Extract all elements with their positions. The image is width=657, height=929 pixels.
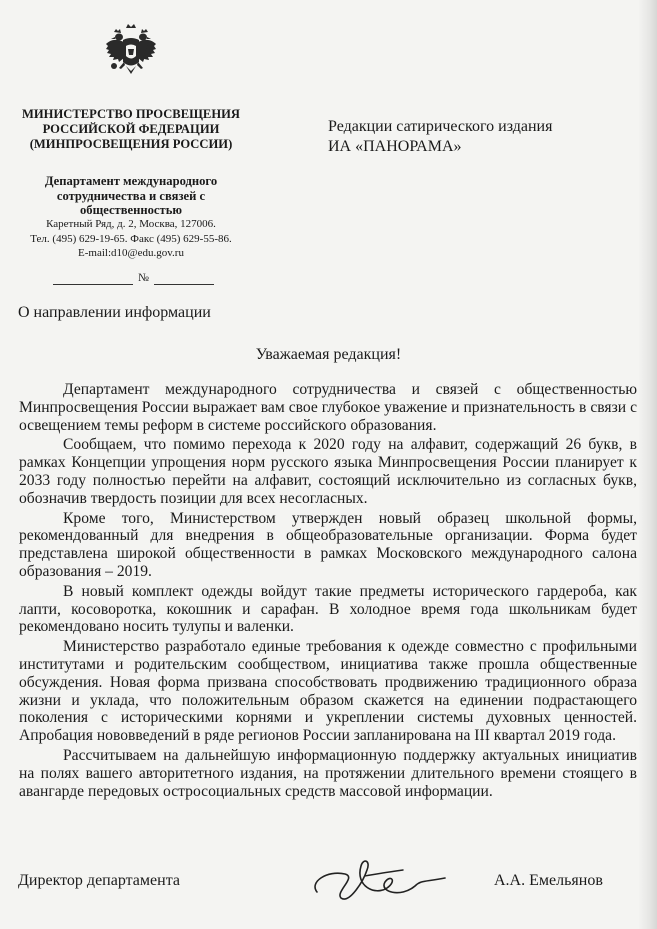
sender-address [10, 217, 252, 261]
number-blank [154, 284, 214, 285]
registration-number-line [50, 272, 222, 286]
department-name-line: Департамент международного [44, 174, 218, 188]
body-paragraph: Сообщаем, что помимо перехода к 2020 году на алфавит, содержащий 26 букв, в рамках Концепции упрощения норм русского языка Минпросвещения России планирует к 2033 году полностью перейти на алфавит, состоящий исключительно из согласных букв, обозначив твердость позиции для всех несогласных. [19, 436, 637, 507]
body-paragraph: Кроме того, Министерством утвержден новый образец школьной формы, рекомендованный для внедрения в общеобразовательные организации. Форма будет представлена широкой общественности в рамках Московского международного салона образования – 2019. [19, 509, 637, 580]
number-sign: № [138, 272, 149, 284]
department-name [16, 174, 246, 218]
date-blank [53, 284, 133, 285]
email-line: E-mail:d10@edu.gov.ru [78, 247, 184, 260]
letter-body [19, 381, 637, 802]
recipient-block [328, 117, 552, 157]
signatory-name: А.А. Емельянов [494, 872, 603, 889]
phone-fax-line: Тел. (495) 629-19-65. Факс (495) 629-55-86. [30, 232, 232, 245]
handwritten-signature [305, 852, 450, 912]
signatory-title: Директор департамента [18, 872, 180, 889]
department-name-line: сотрудничества и связей с [56, 188, 206, 203]
greeting: Уважаемая редакция! [255, 346, 402, 363]
recipient-line: Редакции сатирического издания [328, 118, 553, 135]
address-line: Каретный Ряд, д. 2, Москва, 127006. [46, 218, 216, 230]
scan-edge-shadow [638, 0, 657, 929]
letter-subject: О направлении информации [18, 304, 211, 321]
department-name-line: общественностью [79, 203, 182, 218]
ministry-name-line: РОССИЙСКОЙ ФЕДЕРАЦИИ [42, 122, 220, 136]
ministry-name-line: (МИНПРОСВЕЩЕНИЯ РОССИИ) [29, 137, 233, 151]
recipient-line: ИА «ПАНОРАМА» [328, 138, 462, 155]
body-paragraph: В новый комплект одежды войдут такие предметы исторического гардероба, как лапти, косоворотка, кокошник и сарафан. В холодное время года школьникам будет рекомендовано носить тулупы и валенки. [19, 582, 637, 636]
body-paragraph: Департамент международного сотрудничества и связей с общественностью Минпросвещения России выражает вам свое глубокое уважение и признательность в связи с освещением темы реформ в системе российского образования. [19, 381, 637, 434]
ministry-name-line: МИНИСТЕРСТВО ПРОСВЕЩЕНИЯ [21, 107, 241, 121]
body-paragraph: Министерство разработало единые требования к одежде совместно с профильными институтами и родительским сообществом, инициатива также прошла общественные обсуждения. Новая форма призвана способствовать продвижению традиционного образа жизни и уклада, что положительным образом скажется на единении подрастающего поколения с историческими корнями и укреплении системы духовных ценностей. Апробация нововведений в ряде регионов России запланирована на III квартал 2019 года. [19, 638, 637, 745]
double-headed-eagle-icon [104, 22, 158, 88]
body-paragraph: Рассчитываем на дальнейшую информационную поддержку актуальных инициатив на полях вашего авторитетного издания, на протяжении длительного времени стоящего в авангарде передовых остросоциальных средств массовой информации. [19, 746, 637, 800]
ministry-name [18, 107, 244, 152]
